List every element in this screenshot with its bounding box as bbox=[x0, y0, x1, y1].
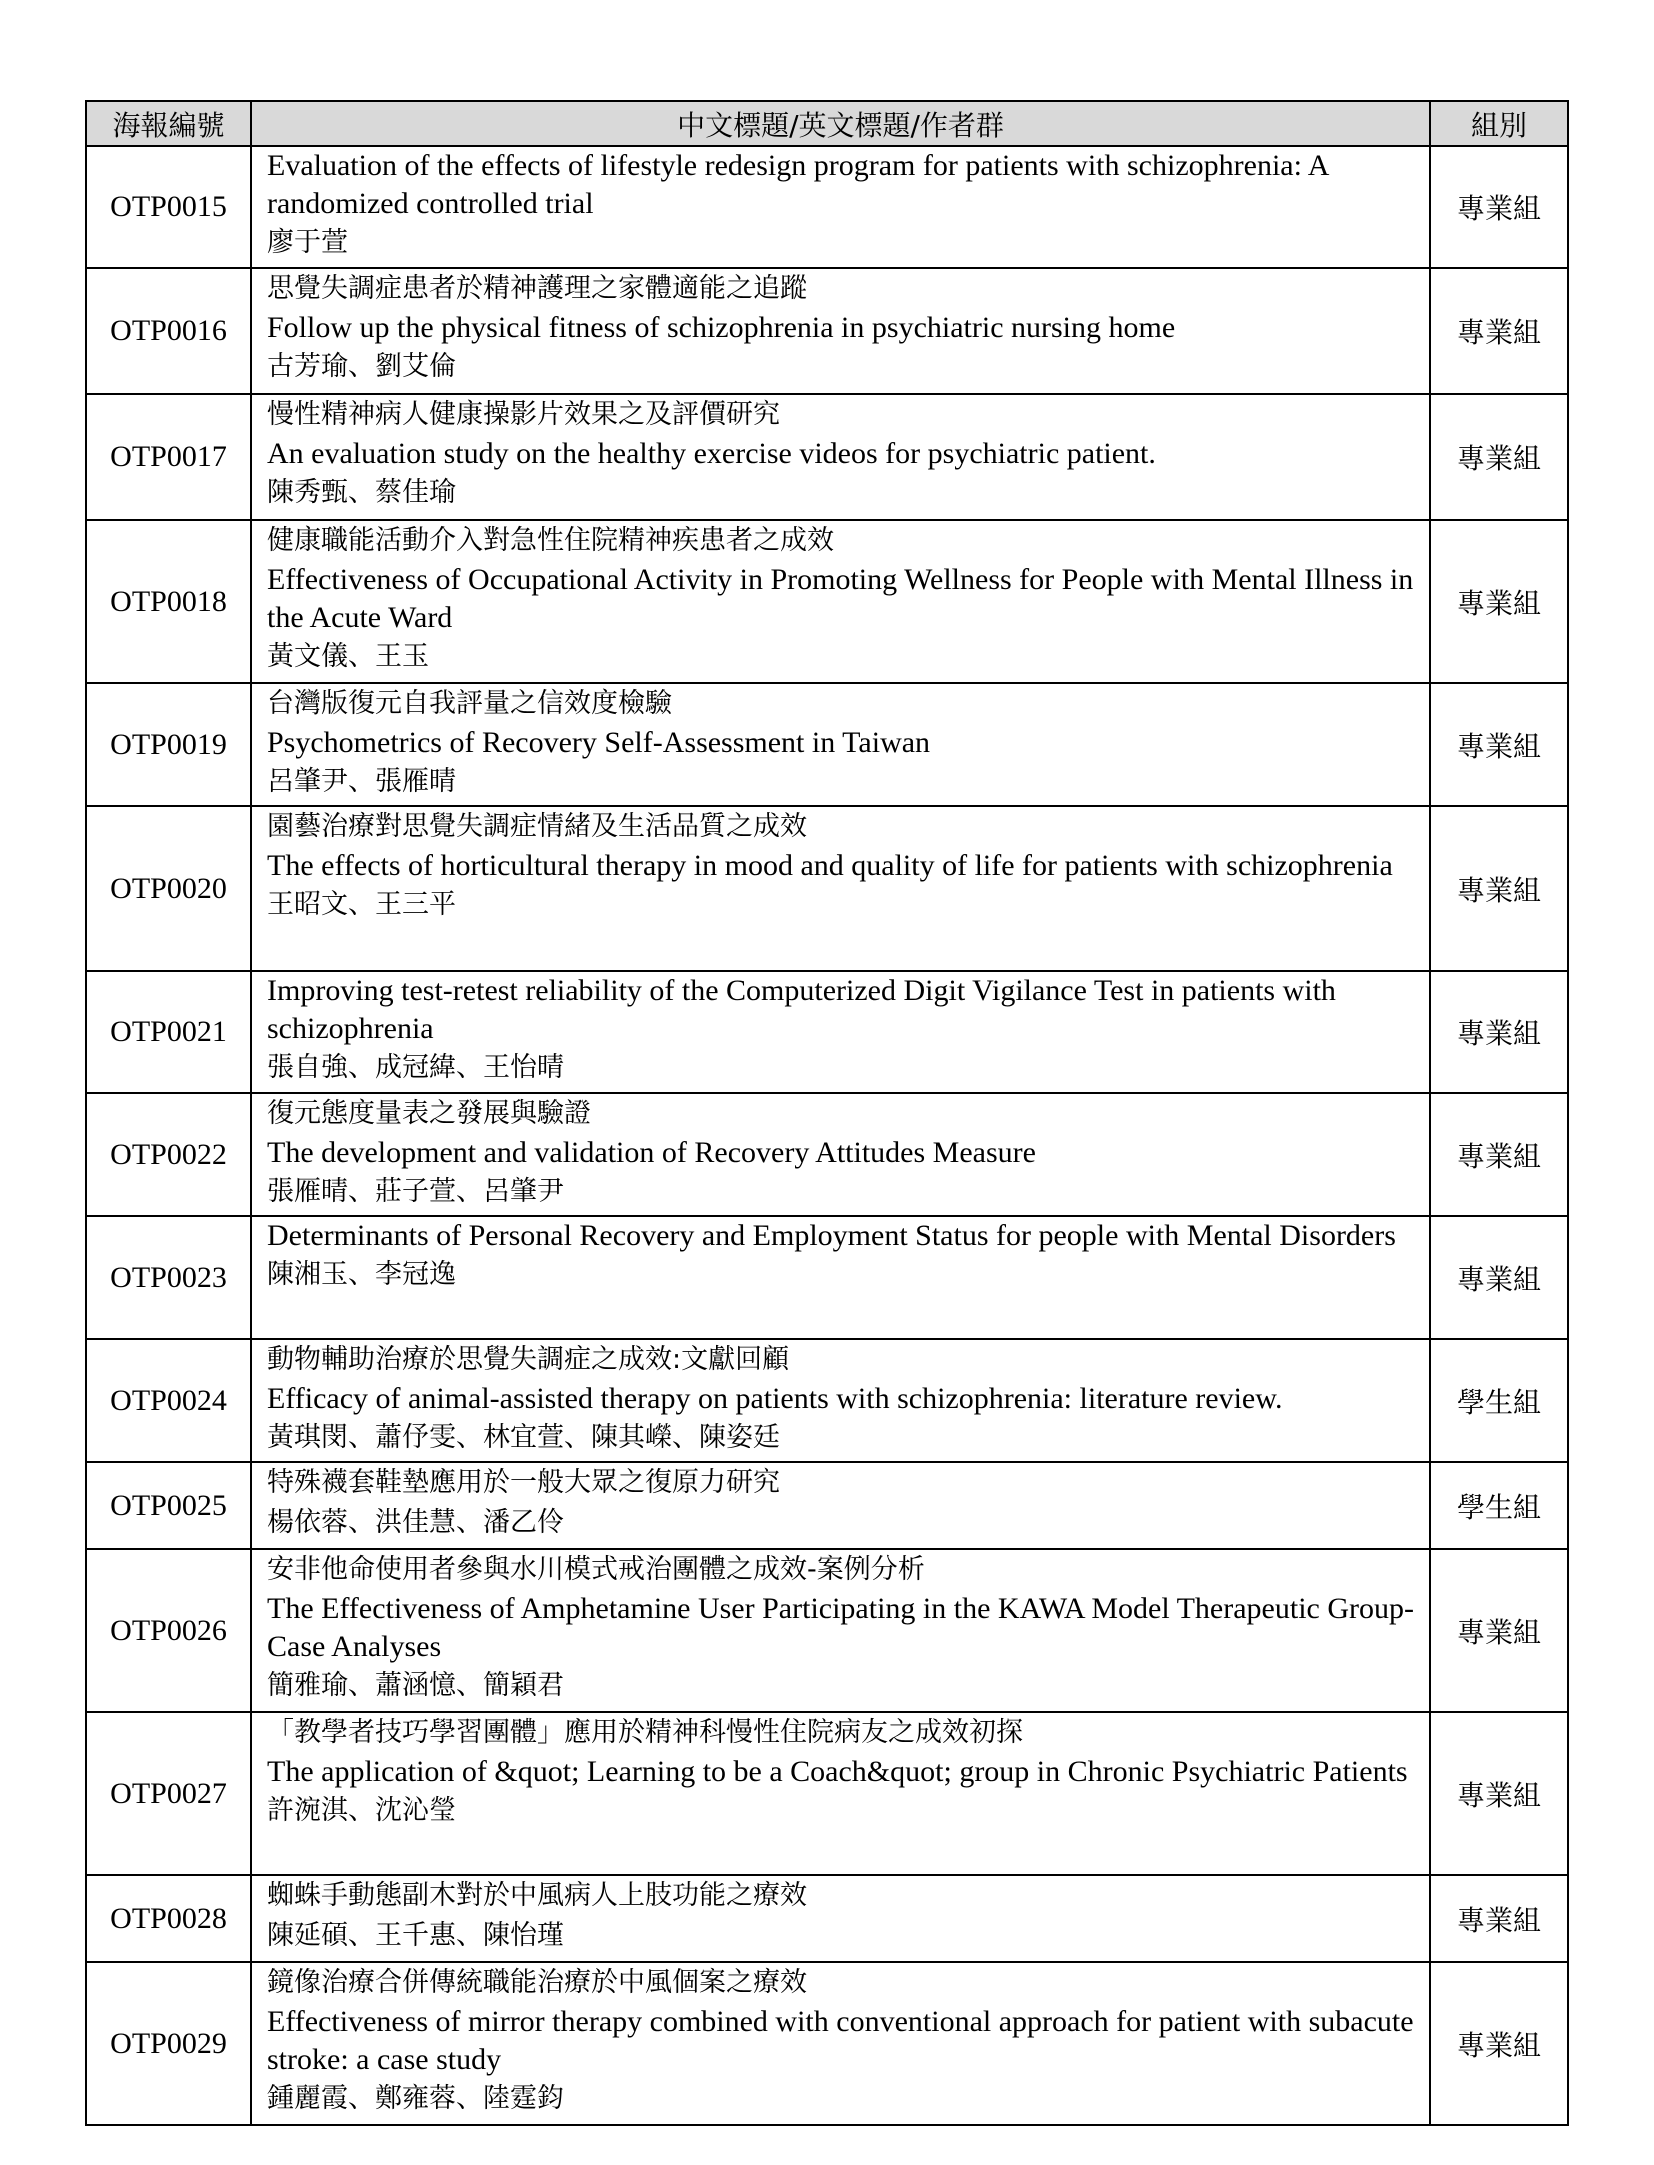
chinese-title: 台灣版復元自我評量之信效度檢驗 bbox=[267, 688, 672, 719]
chinese-title: 安非他命使用者參與水川模式戒治團體之成效-案例分析 bbox=[267, 1554, 925, 1585]
authors: 廖于萱 bbox=[267, 227, 348, 258]
group-cell: 專業組 bbox=[1430, 1875, 1568, 1962]
chinese-title: 特殊襪套鞋墊應用於一般大眾之復原力研究 bbox=[267, 1467, 780, 1498]
chinese-title: 動物輔助治療於思覺失調症之成效:文獻回顧 bbox=[267, 1344, 790, 1375]
english-title: Effectiveness of mirror therapy combined with conventional approach for patient with subacute stroke: a case study bbox=[267, 2005, 1414, 2076]
group-cell: 專業組 bbox=[1430, 1962, 1568, 2125]
chinese-title: 復元態度量表之發展與驗證 bbox=[267, 1098, 591, 1129]
english-title: The development and validation of Recovery Attitudes Measure bbox=[267, 1136, 1036, 1169]
authors: 陳湘玉、李冠逸 bbox=[267, 1259, 456, 1290]
chinese-title: 園藝治療對思覺失調症情緒及生活品質之成效 bbox=[267, 811, 807, 842]
english-title: An evaluation study on the healthy exercise videos for psychiatric patient. bbox=[267, 437, 1156, 470]
group-cell: 專業組 bbox=[1430, 1093, 1568, 1216]
english-title: Efficacy of animal-assisted therapy on patients with schizophrenia: literature review. bbox=[267, 1382, 1283, 1415]
english-title: The application of &quot; Learning to be a Coach&quot; group in Chronic Psychiatric Patients bbox=[267, 1755, 1408, 1788]
group-cell: 專業組 bbox=[1430, 268, 1568, 394]
poster-id-cell: OTP0029 bbox=[86, 1962, 251, 2125]
table-row bbox=[86, 806, 1568, 971]
poster-id-cell: OTP0028 bbox=[86, 1875, 251, 1962]
poster-id-cell: OTP0024 bbox=[86, 1339, 251, 1462]
chinese-title: 思覺失調症患者於精神護理之家體適能之追蹤 bbox=[267, 273, 807, 304]
group-cell: 專業組 bbox=[1430, 146, 1568, 268]
title-cell bbox=[251, 683, 1430, 806]
chinese-title: 蜘蛛手動態副木對於中風病人上肢功能之療效 bbox=[267, 1880, 807, 1911]
title-cell bbox=[251, 971, 1430, 1093]
document-page bbox=[85, 100, 1567, 2126]
authors: 呂肇尹、張雁晴 bbox=[267, 766, 456, 797]
title-cell bbox=[251, 1712, 1430, 1875]
poster-id-cell: OTP0016 bbox=[86, 268, 251, 394]
authors: 黃文儀、王玉 bbox=[267, 641, 429, 672]
title-cell bbox=[251, 1339, 1430, 1462]
english-title: Psychometrics of Recovery Self-Assessment in Taiwan bbox=[267, 726, 931, 759]
poster-id-cell: OTP0019 bbox=[86, 683, 251, 806]
table-row bbox=[86, 1093, 1568, 1216]
title-cell bbox=[251, 1549, 1430, 1712]
title-cell bbox=[251, 806, 1430, 971]
title-cell bbox=[251, 520, 1430, 683]
poster-id-cell: OTP0020 bbox=[86, 806, 251, 971]
header-row bbox=[86, 101, 1568, 146]
poster-id-cell: OTP0023 bbox=[86, 1216, 251, 1339]
group-cell: 專業組 bbox=[1430, 520, 1568, 683]
group-cell: 專業組 bbox=[1430, 683, 1568, 806]
group-cell: 學生組 bbox=[1430, 1339, 1568, 1462]
english-title: The Effectiveness of Amphetamine User Participating in the KAWA Model Therapeutic Group-Case Analyses bbox=[267, 1592, 1415, 1663]
english-title: Follow up the physical fitness of schizophrenia in psychiatric nursing home bbox=[267, 311, 1176, 344]
authors: 黃琪閔、蕭伃雯、林宜萱、陳其嶸、陳姿廷 bbox=[267, 1422, 780, 1453]
header-title-authors: 中文標題/英文標題/作者群 bbox=[251, 101, 1430, 146]
english-title: Improving test-retest reliability of the Computerized Digit Vigilance Test in patients with schizophrenia bbox=[267, 974, 1336, 1045]
english-title: Effectiveness of Occupational Activity in Promoting Wellness for People with Mental Illness in the Acute Ward bbox=[267, 563, 1414, 634]
authors: 陳延碩、王千惠、陳怡瑾 bbox=[267, 1920, 564, 1951]
table-row bbox=[86, 683, 1568, 806]
table-row bbox=[86, 1875, 1568, 1962]
group-cell: 專業組 bbox=[1430, 971, 1568, 1093]
title-cell bbox=[251, 1462, 1430, 1549]
group-cell: 專業組 bbox=[1430, 1712, 1568, 1875]
poster-id-cell: OTP0022 bbox=[86, 1093, 251, 1216]
chinese-title: 健康職能活動介入對急性住院精神疾患者之成效 bbox=[267, 525, 834, 556]
english-title: Determinants of Personal Recovery and Employment Status for people with Mental Disorders bbox=[267, 1219, 1396, 1252]
poster-id-cell: OTP0025 bbox=[86, 1462, 251, 1549]
poster-table bbox=[85, 100, 1569, 2126]
table-row bbox=[86, 1962, 1568, 2125]
authors: 鍾麗霞、鄭雍蓉、陸霆鈞 bbox=[267, 2083, 564, 2114]
authors: 陳秀甄、蔡佳瑜 bbox=[267, 477, 456, 508]
chinese-title: 慢性精神病人健康操影片效果之及評價研究 bbox=[267, 399, 780, 430]
authors: 楊依蓉、洪佳慧、潘乙伶 bbox=[267, 1507, 564, 1538]
authors: 張雁晴、莊子萱、呂肇尹 bbox=[267, 1176, 564, 1207]
poster-id-cell: OTP0018 bbox=[86, 520, 251, 683]
title-cell bbox=[251, 1875, 1430, 1962]
header-group: 組別 bbox=[1430, 101, 1568, 146]
title-cell bbox=[251, 1093, 1430, 1216]
title-cell bbox=[251, 1216, 1430, 1339]
header-poster-id: 海報編號 bbox=[86, 101, 251, 146]
poster-id-cell: OTP0015 bbox=[86, 146, 251, 268]
authors: 王昭文、王三平 bbox=[267, 889, 456, 920]
authors: 簡雅瑜、蕭涵憶、簡穎君 bbox=[267, 1670, 564, 1701]
poster-id-cell: OTP0027 bbox=[86, 1712, 251, 1875]
table-row bbox=[86, 394, 1568, 520]
poster-id-cell: OTP0021 bbox=[86, 971, 251, 1093]
group-cell: 學生組 bbox=[1430, 1462, 1568, 1549]
table-row bbox=[86, 146, 1568, 268]
group-cell: 專業組 bbox=[1430, 806, 1568, 971]
title-cell bbox=[251, 394, 1430, 520]
table-row bbox=[86, 1462, 1568, 1549]
table-row bbox=[86, 1216, 1568, 1339]
table-row bbox=[86, 1549, 1568, 1712]
authors: 許涴淇、沈沁瑩 bbox=[267, 1795, 456, 1826]
authors: 張自強、成冠緯、王怡晴 bbox=[267, 1052, 564, 1083]
poster-id-cell: OTP0026 bbox=[86, 1549, 251, 1712]
table-row bbox=[86, 971, 1568, 1093]
title-cell bbox=[251, 146, 1430, 268]
title-cell bbox=[251, 1962, 1430, 2125]
chinese-title: 鏡像治療合併傳統職能治療於中風個案之療效 bbox=[267, 1967, 807, 1998]
table-row bbox=[86, 1339, 1568, 1462]
authors: 古芳瑜、劉艾倫 bbox=[267, 351, 456, 382]
group-cell: 專業組 bbox=[1430, 394, 1568, 520]
group-cell: 專業組 bbox=[1430, 1549, 1568, 1712]
title-cell bbox=[251, 268, 1430, 394]
poster-id-cell: OTP0017 bbox=[86, 394, 251, 520]
group-cell: 專業組 bbox=[1430, 1216, 1568, 1339]
table-row bbox=[86, 520, 1568, 683]
table-row bbox=[86, 1712, 1568, 1875]
chinese-title: 「教學者技巧學習團體」應用於精神科慢性住院病友之成效初探 bbox=[267, 1717, 1023, 1748]
table-body bbox=[86, 146, 1568, 2125]
table-row bbox=[86, 268, 1568, 394]
english-title: Evaluation of the effects of lifestyle redesign program for patients with schizophrenia: A randomized controlled trial bbox=[267, 149, 1328, 220]
english-title: The effects of horticultural therapy in mood and quality of life for patients with schizophrenia bbox=[267, 849, 1393, 882]
